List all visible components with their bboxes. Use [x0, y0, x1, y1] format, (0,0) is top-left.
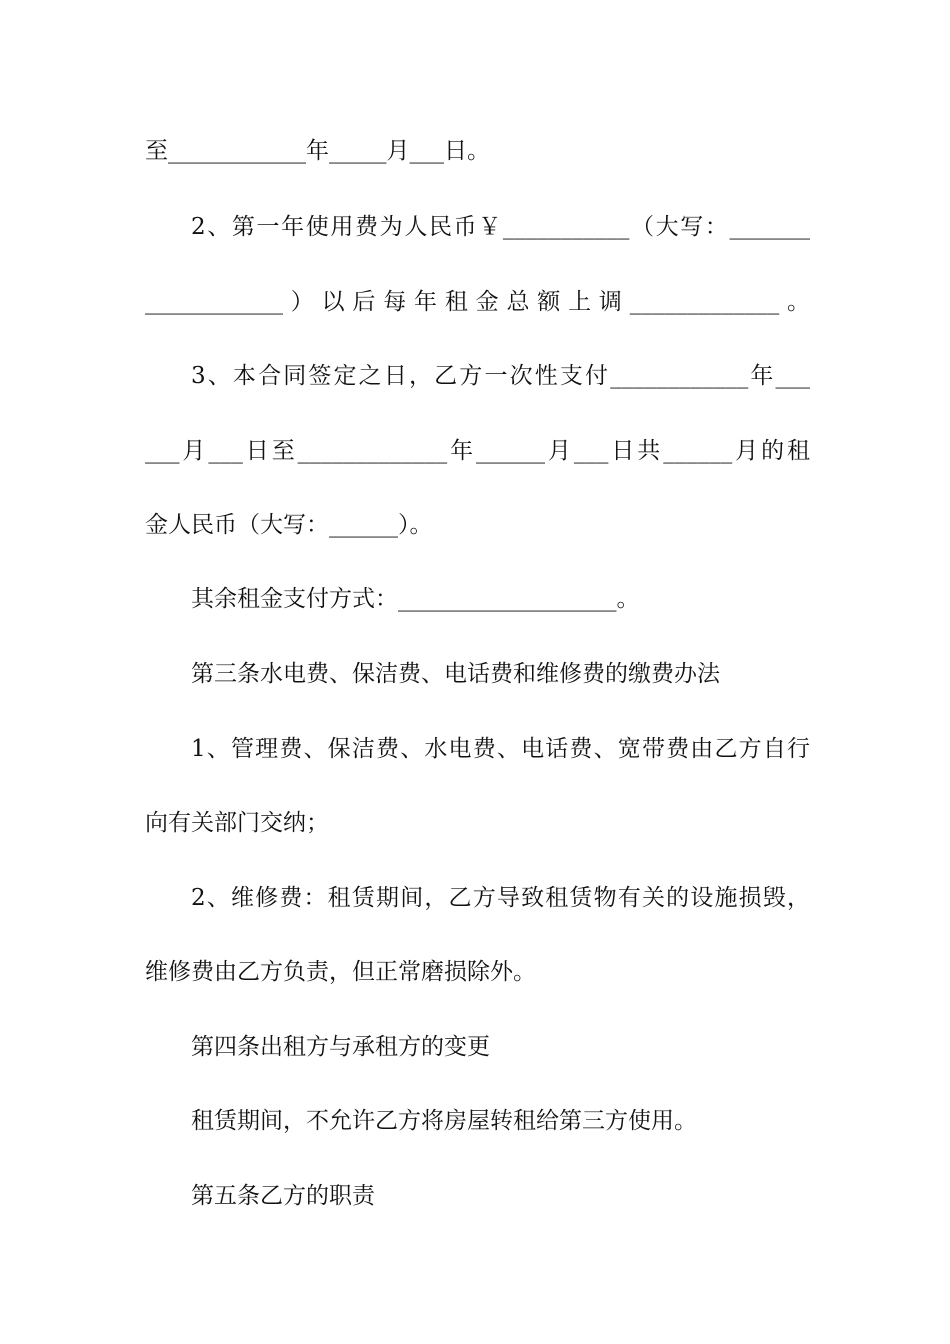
heading-article-four: 第四条出租方与承租方的变更	[191, 1034, 490, 1060]
heading-article-five: 第五条乙方的职责	[191, 1183, 375, 1209]
text-line-no-sublet: 租赁期间，不允许乙方将房屋转租给第三方使用。	[191, 1108, 697, 1134]
text-line-one-time-payment: 3、本合同签定之日，乙方一次性支付____________年___	[191, 363, 810, 389]
text-line-annual-increase: ____________）以后每年租金总额上调_____________。	[145, 289, 810, 315]
heading-article-three: 第三条水电费、保洁费、电话费和维修费的缴费办法	[191, 661, 720, 687]
text-line-pay-departments: 向有关部门交纳；	[145, 810, 329, 836]
text-line-maintenance-fee: 2、维修费：租赁期间，乙方导致租赁物有关的设施损毁，	[191, 885, 810, 911]
text-line-management-fees: 1、管理费、保洁费、水电费、电话费、宽带费由乙方自行	[191, 736, 810, 762]
text-line-remaining-rent: 其余租金支付方式：___________________。	[191, 586, 640, 612]
text-line-first-year-fee: 2、第一年使用费为人民币￥___________（大写：_______	[191, 214, 810, 240]
text-line-rent-amount: 金人民币（大写：______）。	[145, 512, 433, 538]
text-line-payment-period: ___月___日至_____________年______月___日共______月的租	[145, 438, 810, 464]
text-line-term-end: 至____________年_____月___日。	[145, 138, 490, 164]
text-line-maintenance-responsibility: 维修费由乙方负责，但正常磨损除外。	[145, 959, 536, 985]
